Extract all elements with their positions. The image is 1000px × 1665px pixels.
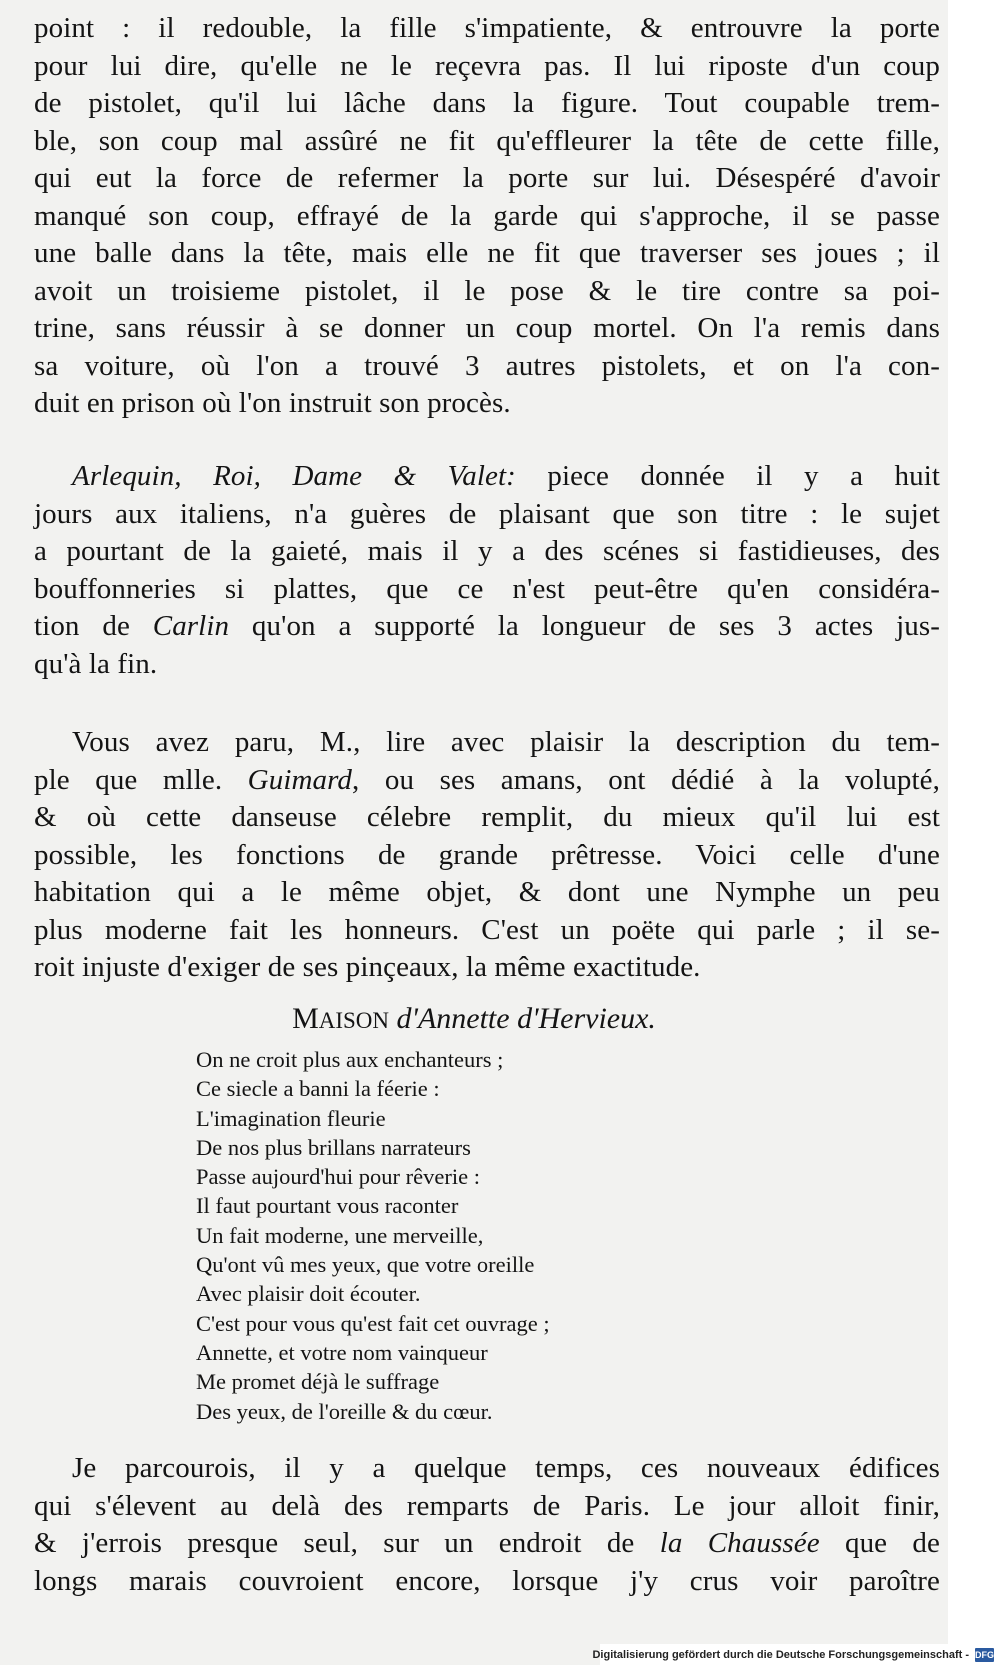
paragraph-1: [34, 10, 940, 423]
poem-verse: Ce siecle a banni la féerie :: [196, 1076, 440, 1102]
poem: [196, 1045, 756, 1426]
text-line: avoit un troisieme pistolet, il le pose & le tire contre sa poi-: [34, 274, 940, 307]
text-line: ple que mlle. Guimard, ou ses amans, ont dédié à la volupté,: [34, 763, 940, 796]
text-line: & j'errois presque seul, sur un endroit de la Chaussée que de: [34, 1527, 940, 1559]
dfg-logo-icon: DFG: [975, 1649, 994, 1660]
text-line: ble, son coup mal assûré ne fit qu'effleurer la tête de cette fille,: [34, 124, 940, 157]
text-line: Je parcourois, il y a quelque temps, ces nouveaux édifices: [72, 1452, 940, 1484]
place-name: la Chaussée: [659, 1527, 820, 1559]
text-line: qu'à la fin.: [34, 647, 158, 680]
text-line: longs marais couvroient encore, lorsque j'y crus voir paroître: [34, 1564, 940, 1597]
text-line: pour lui dire, qu'elle ne le reçevra pas. Il lui riposte d'un coup: [34, 49, 940, 82]
text-line: possible, les fonctions de grande prêtresse. Voici celle d'une: [34, 838, 940, 871]
poem-verse: Un fait moderne, une merveille,: [196, 1222, 484, 1248]
poem-verse: De nos plus brillans narrateurs: [196, 1134, 471, 1160]
poem-verse: Me promet déjà le suffrage: [196, 1369, 440, 1395]
text-line: sa voiture, où l'on a trouvé 3 autres pistolets, et on l'a con-: [34, 349, 940, 382]
poem-verse: C'est pour vous qu'est fait cet ouvrage ;: [196, 1310, 550, 1336]
poem-verse: Des yeux, de l'oreille & du cœur.: [196, 1398, 493, 1424]
text-line: duit en prison où l'on instruit son procès.: [34, 387, 511, 419]
poem-verse: Passe aujourd'hui pour rêverie :: [196, 1164, 480, 1190]
digitization-footer: [592, 1644, 1000, 1665]
poem-verse: Annette, et votre nom vainqueur: [196, 1339, 488, 1365]
text-line: jours aux italiens, n'a guères de plaisant que son titre : le sujet: [34, 497, 940, 530]
paragraph-2: [34, 458, 940, 683]
funding-credit: Digitalisierung gefördert durch die Deutsche Forschungsgemeinschaft -: [592, 1648, 969, 1661]
text-line: manqué son coup, effrayé de la garde qui s'approche, il se passe: [34, 199, 940, 232]
text-line: roit injuste d'exiger de ses pinçeaux, la même exactitude.: [34, 951, 701, 983]
text-line: plus moderne fait les honneurs. C'est un poëte qui parle ; il se-: [34, 913, 940, 946]
dancer-name: Guimard: [247, 763, 353, 796]
poem-verse: Qu'ont vû mes yeux, que votre oreille: [196, 1252, 535, 1278]
text-line: tion de Carlin qu'on a supporté la longueur de ses 3 actes jus-: [34, 610, 941, 642]
text-line: qui eut la force de refermer la porte sur lui. Désespéré d'avoir: [34, 162, 940, 194]
paragraph-4: [34, 1450, 940, 1600]
poem-verse: Il faut pourtant vous raconter: [196, 1193, 459, 1219]
text-line: point : il redouble, la fille s'impatiente, & entrouvre la porte: [34, 12, 940, 44]
text-line: & où cette danseuse célebre remplit, du mieux qu'il lui est: [34, 801, 940, 833]
text-line: habitation qui a le même objet, & dont une Nymphe un peu: [34, 876, 940, 908]
paragraph-3: [34, 724, 940, 987]
text-line: trine, sans réussir à se donner un coup mortel. On l'a remis dans: [34, 312, 940, 344]
text-line: de pistolet, qu'il lui lâche dans la figure. Tout coupable trem-: [34, 87, 940, 119]
text-line: Vous avez paru, M., lire avec plaisir la description du tem-: [72, 726, 940, 758]
poem-verse: On ne croit plus aux enchanteurs ;: [196, 1047, 504, 1072]
text-line: a pourtant de la gaieté, mais il y a des scénes si fastidieuses, des: [34, 535, 940, 567]
poem-verse: L'imagination fleurie: [196, 1105, 386, 1131]
text-line: Arlequin, Roi, Dame & Valet: piece donnée il y a huit: [72, 460, 941, 492]
poem-title: MAISON d'Annette d'Hervieux.: [292, 1002, 656, 1035]
text-line: qui s'élevent au delà des remparts de Paris. Le jour alloit finir,: [34, 1489, 940, 1522]
play-title: Arlequin, Roi, Dame & Valet:: [72, 460, 516, 492]
text-line: bouffonneries si plattes, que ce n'est peut-être qu'en considéra-: [34, 572, 940, 605]
text-line: une balle dans la tête, mais elle ne fit que traverser ses joues ; il: [34, 237, 940, 269]
poem-verse: Avec plaisir doit écouter.: [196, 1281, 421, 1307]
actor-name: Carlin: [152, 610, 230, 642]
